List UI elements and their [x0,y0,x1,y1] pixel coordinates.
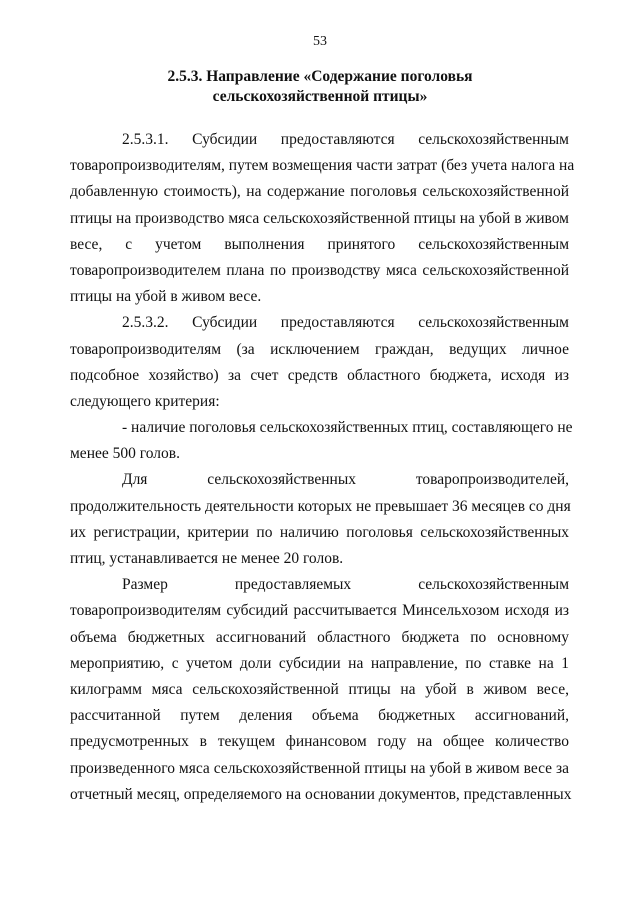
section-title-line-2: сельскохозяйственной птицы» [212,88,428,105]
text-line: отчетный месяц, определяемого на основании документов, представленных [70,785,572,803]
document-body [70,127,575,808]
text-line: Размер предоставляемых сельскохозяйственным [122,576,569,594]
text-line: их регистрации, критерии по наличию поголовья сельскохозяйственных [70,523,569,541]
text-line: килограмм мяса сельскохозяйственной птицы на убой в живом весе, [70,680,569,698]
text-line: товаропроизводителям, путем возмещения части затрат (без учета налога на [70,157,575,175]
text-line: рассчитанной путем деления объема бюджетных ассигнований, [70,707,569,725]
text-line: товаропроизводителям субсидий рассчитывается Минсельхозом исходя из [70,602,569,620]
text-line: птицы на убой в живом весе. [70,288,262,306]
page-number: 53 [313,34,327,49]
text-line: менее 500 голов. [70,445,180,463]
text-line: товаропроизводителем плана по производству мяса сельскохозяйственной [70,261,569,279]
text-line: добавленную стоимость), на содержание поголовья сельскохозяйственной [70,183,569,201]
text-line: - наличие поголовья сельскохозяйственных птиц, составляющего не [122,419,573,437]
text-line: мероприятию, с учетом доли субсидии на направление, по ставке на 1 [70,654,569,672]
text-line: следующего критерия: [70,392,220,410]
text-line: 2.5.3.1. Субсидии предоставляются сельскохозяйственным [122,131,569,148]
text-line: товаропроизводителям (за исключением граждан, ведущих личное [70,340,569,358]
text-line: произведенного мяса сельскохозяйственной птицы на убой в живом весе за [70,759,569,777]
text-line: птицы на производство мяса сельскохозяйственной птицы на убой в живом [70,209,569,227]
section-title-line-1: 2.5.3. Направление «Содержание поголовья [167,68,473,85]
text-line: весе, с учетом выполнения принятого сельскохозяйственным [70,235,569,253]
text-line: птиц, устанавливается не менее 20 голов. [70,550,344,567]
text-line: объема бюджетных ассигнований областного бюджета по основному [70,628,569,646]
text-line: продолжительность деятельности которых не превышает 36 месяцев со дня [70,497,571,515]
text-line: Для сельскохозяйственных товаропроизводителей, [122,471,569,489]
text-line: предусмотренных в текущем финансовом году на общее количество [70,733,569,751]
section-title [0,67,640,107]
text-line: подсобное хозяйство) за счет средств областного бюджета, исходя из [70,366,569,384]
text-line: 2.5.3.2. Субсидии предоставляются сельскохозяйственным [122,314,569,332]
